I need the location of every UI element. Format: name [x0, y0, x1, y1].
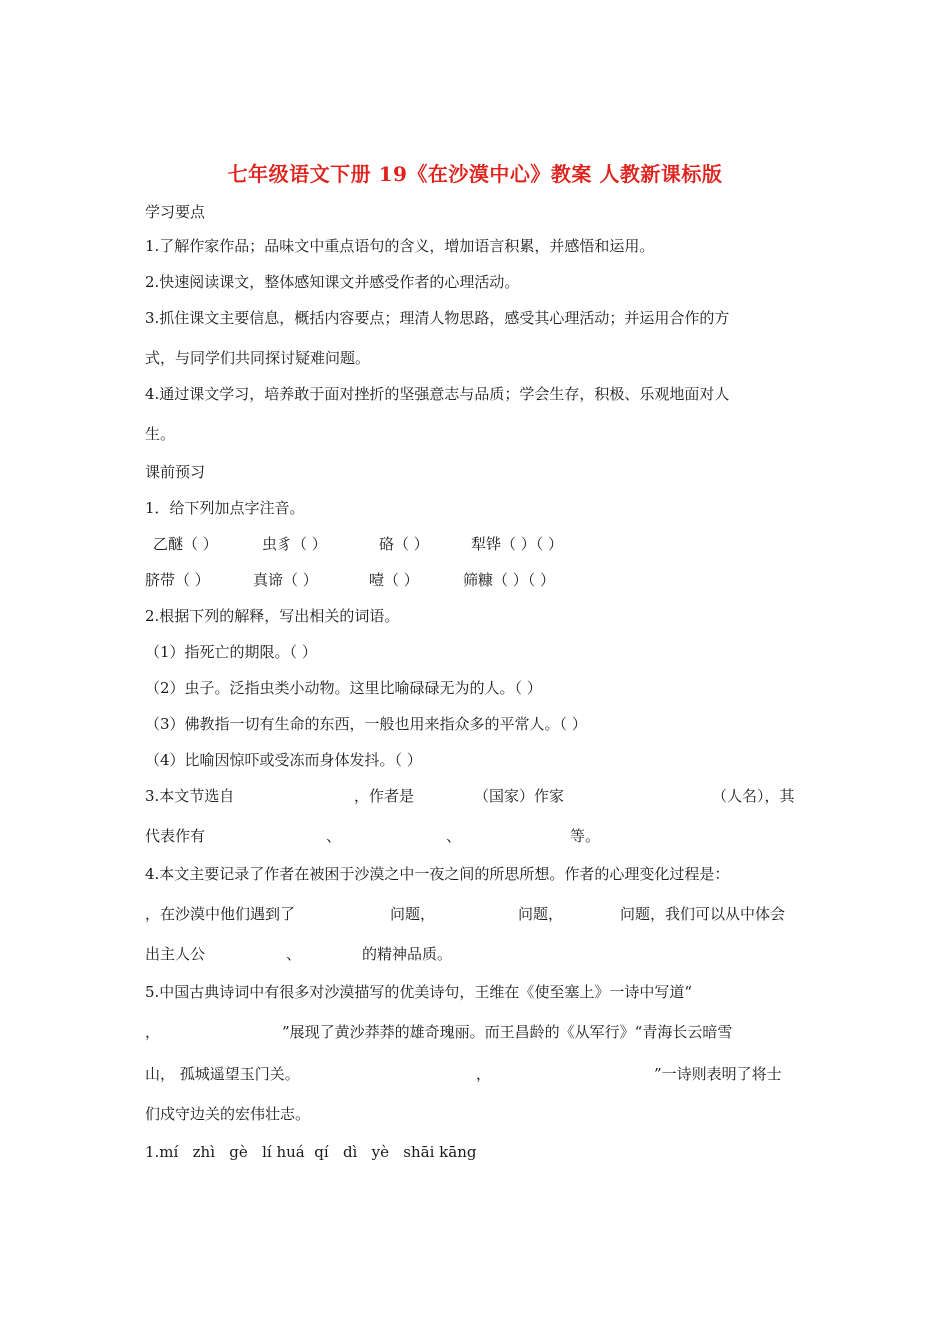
q4-line2-seg1: ，在沙漠中他们遇到了 [145, 905, 296, 923]
q3-line2-seg2: 、 [326, 827, 342, 845]
q5-line3-seg2: ， [476, 1065, 492, 1083]
study-point-1: 1.了解作家作品；品味文中重点语句的含义，增加语言积累，并感悟和运用。 [145, 237, 655, 255]
q3-line1-seg3: （国家）作家 [474, 787, 565, 805]
q2-item-1: （1）指死亡的期限。（ ） [145, 643, 317, 661]
q1-row1-item3: 硌（ ） [379, 535, 429, 553]
study-point-3-cont: 式，与同学们共同探讨疑难问题。 [145, 349, 371, 367]
q5-line3-seg3: ”一诗则表明了将士 [654, 1065, 782, 1083]
q3-line-1 [145, 786, 810, 806]
study-point-3: 3.抓住课文主要信息，概括内容要点；理清人物思路，感受其心理活动；并运用合作的方 [145, 309, 730, 327]
q1-row2-item1: 脐带（ ） [145, 571, 210, 589]
q3-line1-seg4: （人名），其 [712, 787, 795, 805]
section-heading-study-points: 学习要点 [145, 203, 206, 221]
q5-line3-seg1: 山， 孤城遥望玉门关。 [145, 1065, 300, 1083]
q4-line3-seg2: 、 [286, 945, 302, 963]
q4-line3-seg3: 的精神品质。 [362, 945, 453, 963]
q1-row1-item2: 虫豸（ ） [262, 535, 327, 553]
q4-line2-seg4: 问题，我们可以从中体会 [620, 905, 786, 923]
q1-row1 [145, 534, 845, 554]
q4-line2-seg3: 问题， [518, 905, 564, 923]
q5-line-4: 们戍守边关的宏伟壮志。 [145, 1105, 311, 1123]
q3-line2-seg4: 等。 [570, 827, 601, 845]
q2-prompt: 2.根据下列的解释，写出相关的词语。 [145, 607, 400, 625]
q4-line2-seg2: 问题， [390, 905, 436, 923]
study-point-4-cont: 生。 [145, 425, 176, 443]
section-heading-preview: 课前预习 [145, 463, 206, 481]
q2-item-4: （4）比喻因惊吓或受冻而身体发抖。（ ） [145, 751, 422, 769]
q5-line2-seg1: ， [145, 1023, 161, 1041]
q3-line1-seg2: ，作者是 [354, 787, 415, 805]
study-point-2: 2.快速阅读课文，整体感知课文并感受作者的心理活动。 [145, 273, 520, 291]
q1-row2-item4: 筛糠（ ）（ ） [463, 571, 556, 589]
q3-line2-seg1: 代表作有 [145, 827, 206, 845]
page-title: 七年级语文下册 19《在沙漠中心》教案 人教新课标版 [227, 162, 723, 186]
q1-row2-item3: 噎（ ） [369, 571, 419, 589]
q4-line-2 [145, 904, 810, 924]
q1-row1-item1: 乙醚（ ） [153, 535, 218, 553]
q4-line-3 [145, 944, 810, 964]
q3-line2-seg3: 、 [446, 827, 462, 845]
study-point-4: 4.通过课文学习，培养敢于面对挫折的坚强意志与品质；学会生存，积极、乐观地面对人 [145, 385, 730, 403]
q2-item-2: （2）虫子。泛指虫类小动物。这里比喻碌碌无为的人。（ ） [145, 679, 542, 697]
q5-line-2 [145, 1022, 810, 1042]
q2-item-3: （3）佛教指一切有生命的东西，一般也用来指众多的平常人。（ ） [145, 715, 587, 733]
q4-line3-seg1: 出主人公 [145, 945, 206, 963]
q1-prompt: 1．给下列加点字注音。 [145, 499, 305, 517]
answer-line-1: 1.mí zhì gè lí huá qí dì yè shāi kāng [145, 1143, 477, 1161]
q5-line2-seg2: ”展现了黄沙莽莽的雄奇瑰丽。而王昌龄的《从军行》“青海长云暗雪 [282, 1023, 733, 1041]
q3-line-2 [145, 826, 810, 846]
q1-row1-item4: 犁铧（ ）（ ） [471, 535, 564, 553]
q4-line-1: 4.本文主要记录了作者在被困于沙漠之中一夜之间的所思所想。作者的心理变化过程是： [145, 865, 730, 883]
q1-row2-item2: 真谛（ ） [253, 571, 318, 589]
q5-line-1: 5.中国古典诗词中有很多对沙漠描写的优美诗句，王维在《使至塞上》一诗中写道“ [145, 983, 692, 1001]
q3-line1-seg1: 3.本文节选自 [145, 787, 235, 805]
q5-line-3 [145, 1064, 810, 1084]
q1-row2 [145, 570, 845, 590]
